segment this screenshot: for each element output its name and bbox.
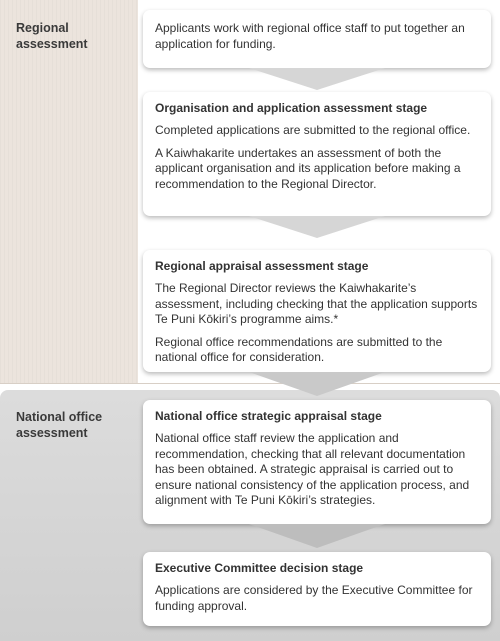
down-arrow-icon — [143, 372, 491, 396]
down-arrow-icon — [143, 68, 491, 90]
stage-title: National office strategic appraisal stage — [155, 409, 382, 423]
regional-label-text: Regional assessment — [16, 21, 88, 51]
stage-text: A Kaiwhakarite undertakes an assessment of both the applicant organisation and its application before making a recommendation to the Regional Director. — [155, 145, 461, 191]
stage-box-regional-appraisal — [143, 250, 491, 372]
stage-text: Applications are considered by the Executive Committee for funding approval. — [155, 583, 473, 613]
stage-text: Applicants work with regional office staff to put together an application for funding. — [155, 21, 465, 51]
stage-box-executive-committee — [143, 552, 491, 626]
stage-text: National office staff review the application and recommendation, checking that all relevant documentation has been obtained. A strategic appraisal is carried out to ensure national consistency of the application process, and alignment with Te Puni Kōkiri’s strategies. — [155, 431, 470, 507]
stage-title: Regional appraisal assessment stage — [155, 259, 369, 273]
national-label-line1: National office — [16, 410, 103, 424]
stage-text: Completed applications are submitted to the regional office. — [155, 123, 471, 137]
regional-label-column — [0, 0, 138, 383]
stage-box-national-strategic-appraisal — [143, 400, 491, 524]
flow-arrow — [143, 68, 491, 90]
stage-box-organisation-assessment — [143, 92, 491, 216]
flow-arrow — [143, 216, 491, 238]
stage-text: Regional office recommendations are submitted to the national office for consideration. — [155, 334, 443, 364]
stage-text: The Regional Director reviews the Kaiwhakarite’s assessment, including checking that the application supports Te Puni Kōkiri’s programme aims.* — [155, 281, 478, 326]
down-arrow-icon — [143, 216, 491, 238]
stage-title: Organisation and application assessment stage — [155, 101, 428, 115]
national-label-line2: assessment — [16, 426, 88, 440]
national-section-label — [16, 409, 138, 441]
regional-section-label — [16, 20, 138, 52]
flow-arrow — [143, 372, 491, 394]
down-arrow-icon — [143, 524, 491, 548]
stage-title: Executive Committee decision stage — [155, 561, 364, 575]
stage-box-application — [143, 10, 491, 68]
flow-arrow — [143, 524, 491, 546]
